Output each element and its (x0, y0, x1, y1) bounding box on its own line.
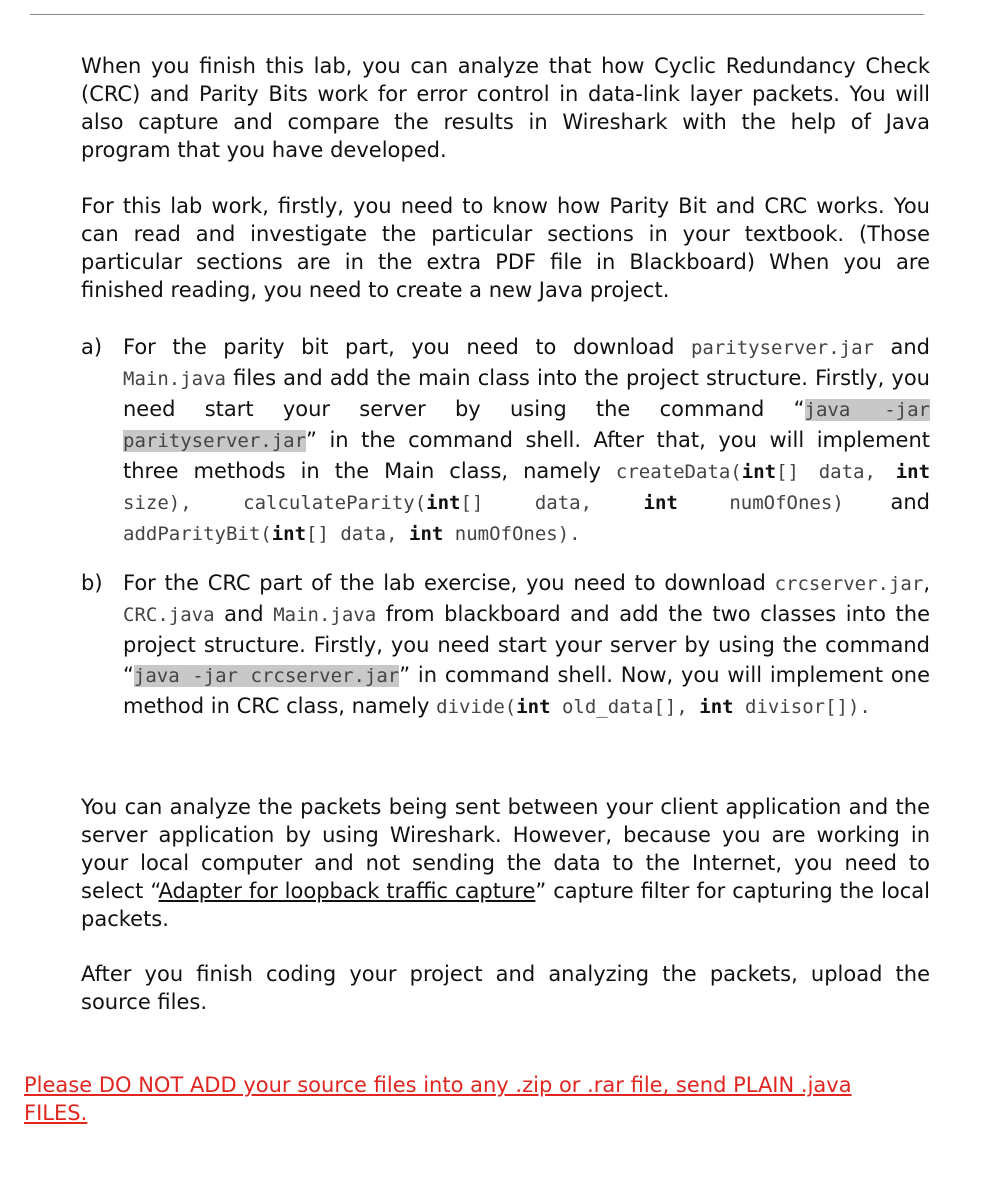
file-parityserver-jar: parityserver.jar (690, 337, 874, 359)
list-item-crc (81, 568, 930, 722)
text: ” in the command shell. After that, you will implement three methods in the Main class, namely (123, 428, 930, 483)
parity-instructions (123, 332, 930, 549)
method-add-parity-bit: addParityBit(int[] data, int numOfOnes). (123, 523, 581, 545)
text: and (873, 335, 930, 359)
text: ” capture filter for capturing the local packets. (81, 879, 931, 931)
text: ” in command shell. Now, you will implement one method in CRC class, namely (123, 663, 930, 718)
file-main-java: Main.java (123, 368, 226, 390)
loopback-adapter-term: Adapter for loopback traffic capture (158, 879, 536, 903)
file-crc-java: CRC.java (123, 604, 215, 626)
text: For the CRC part of the lab exercise, you need to download (123, 571, 775, 595)
upload-paragraph: After you finish coding your project and analyzing the packets, upload the source files. (81, 962, 930, 1014)
method-create-data: createData(int[] data, int size), (123, 461, 931, 514)
method-divide: divide(int old_data[], int divisor[]). (436, 696, 871, 718)
list-label-b: b) (81, 571, 103, 595)
intro-paragraph: When you finish this lab, you can analyze that how Cyclic Redundancy Check (CRC) and Parity Bits work for error control in data-link layer packets. You will also capture and compare the results in Wireshark with the help of Java program that you have developed. (81, 54, 930, 162)
setup-paragraph: For this lab work, firstly, you need to know how Parity Bit and CRC works. You can read and investigate the particular sections in your textbook. (Those particular sections are in the extra PDF file in Blackboard) When you are finished reading, you need to create a new Java project. (81, 194, 930, 302)
command-parity-server: java -jar parityserver.jar (123, 399, 930, 452)
warning-note: Please DO NOT ADD your source files into any .zip or .rar file, send PLAIN .java FILES. (24, 1073, 852, 1125)
method-calculate-parity: calculateParity(int[] data, int numOfOnes) (191, 492, 844, 514)
file-crcserver-jar: crcserver.jar (774, 573, 924, 595)
list-item-parity (81, 332, 930, 549)
text: files and add the main class into the project structure. Firstly, you need start your server by using the command “ (123, 366, 930, 421)
text: You can analyze the packets being sent between your client application and the server application by using Wireshark. However, because you are working in your local computer and not sending the data to the Internet, you need to select “ (81, 795, 930, 903)
wireshark-paragraph (81, 793, 930, 933)
text: For the parity bit part, you need to download (123, 335, 691, 359)
file-main-java: Main.java (273, 604, 377, 626)
text: from blackboard and add the two classes into the project structure. Firstly, you need start your server by using the command “ (123, 602, 931, 687)
list-label-a: a) (81, 335, 103, 359)
text: , (923, 571, 930, 595)
text: and (214, 602, 274, 626)
top-divider (30, 14, 924, 15)
crc-instructions (123, 568, 930, 722)
text: and (843, 490, 930, 514)
command-crc-server: java -jar crcserver.jar (133, 665, 400, 687)
